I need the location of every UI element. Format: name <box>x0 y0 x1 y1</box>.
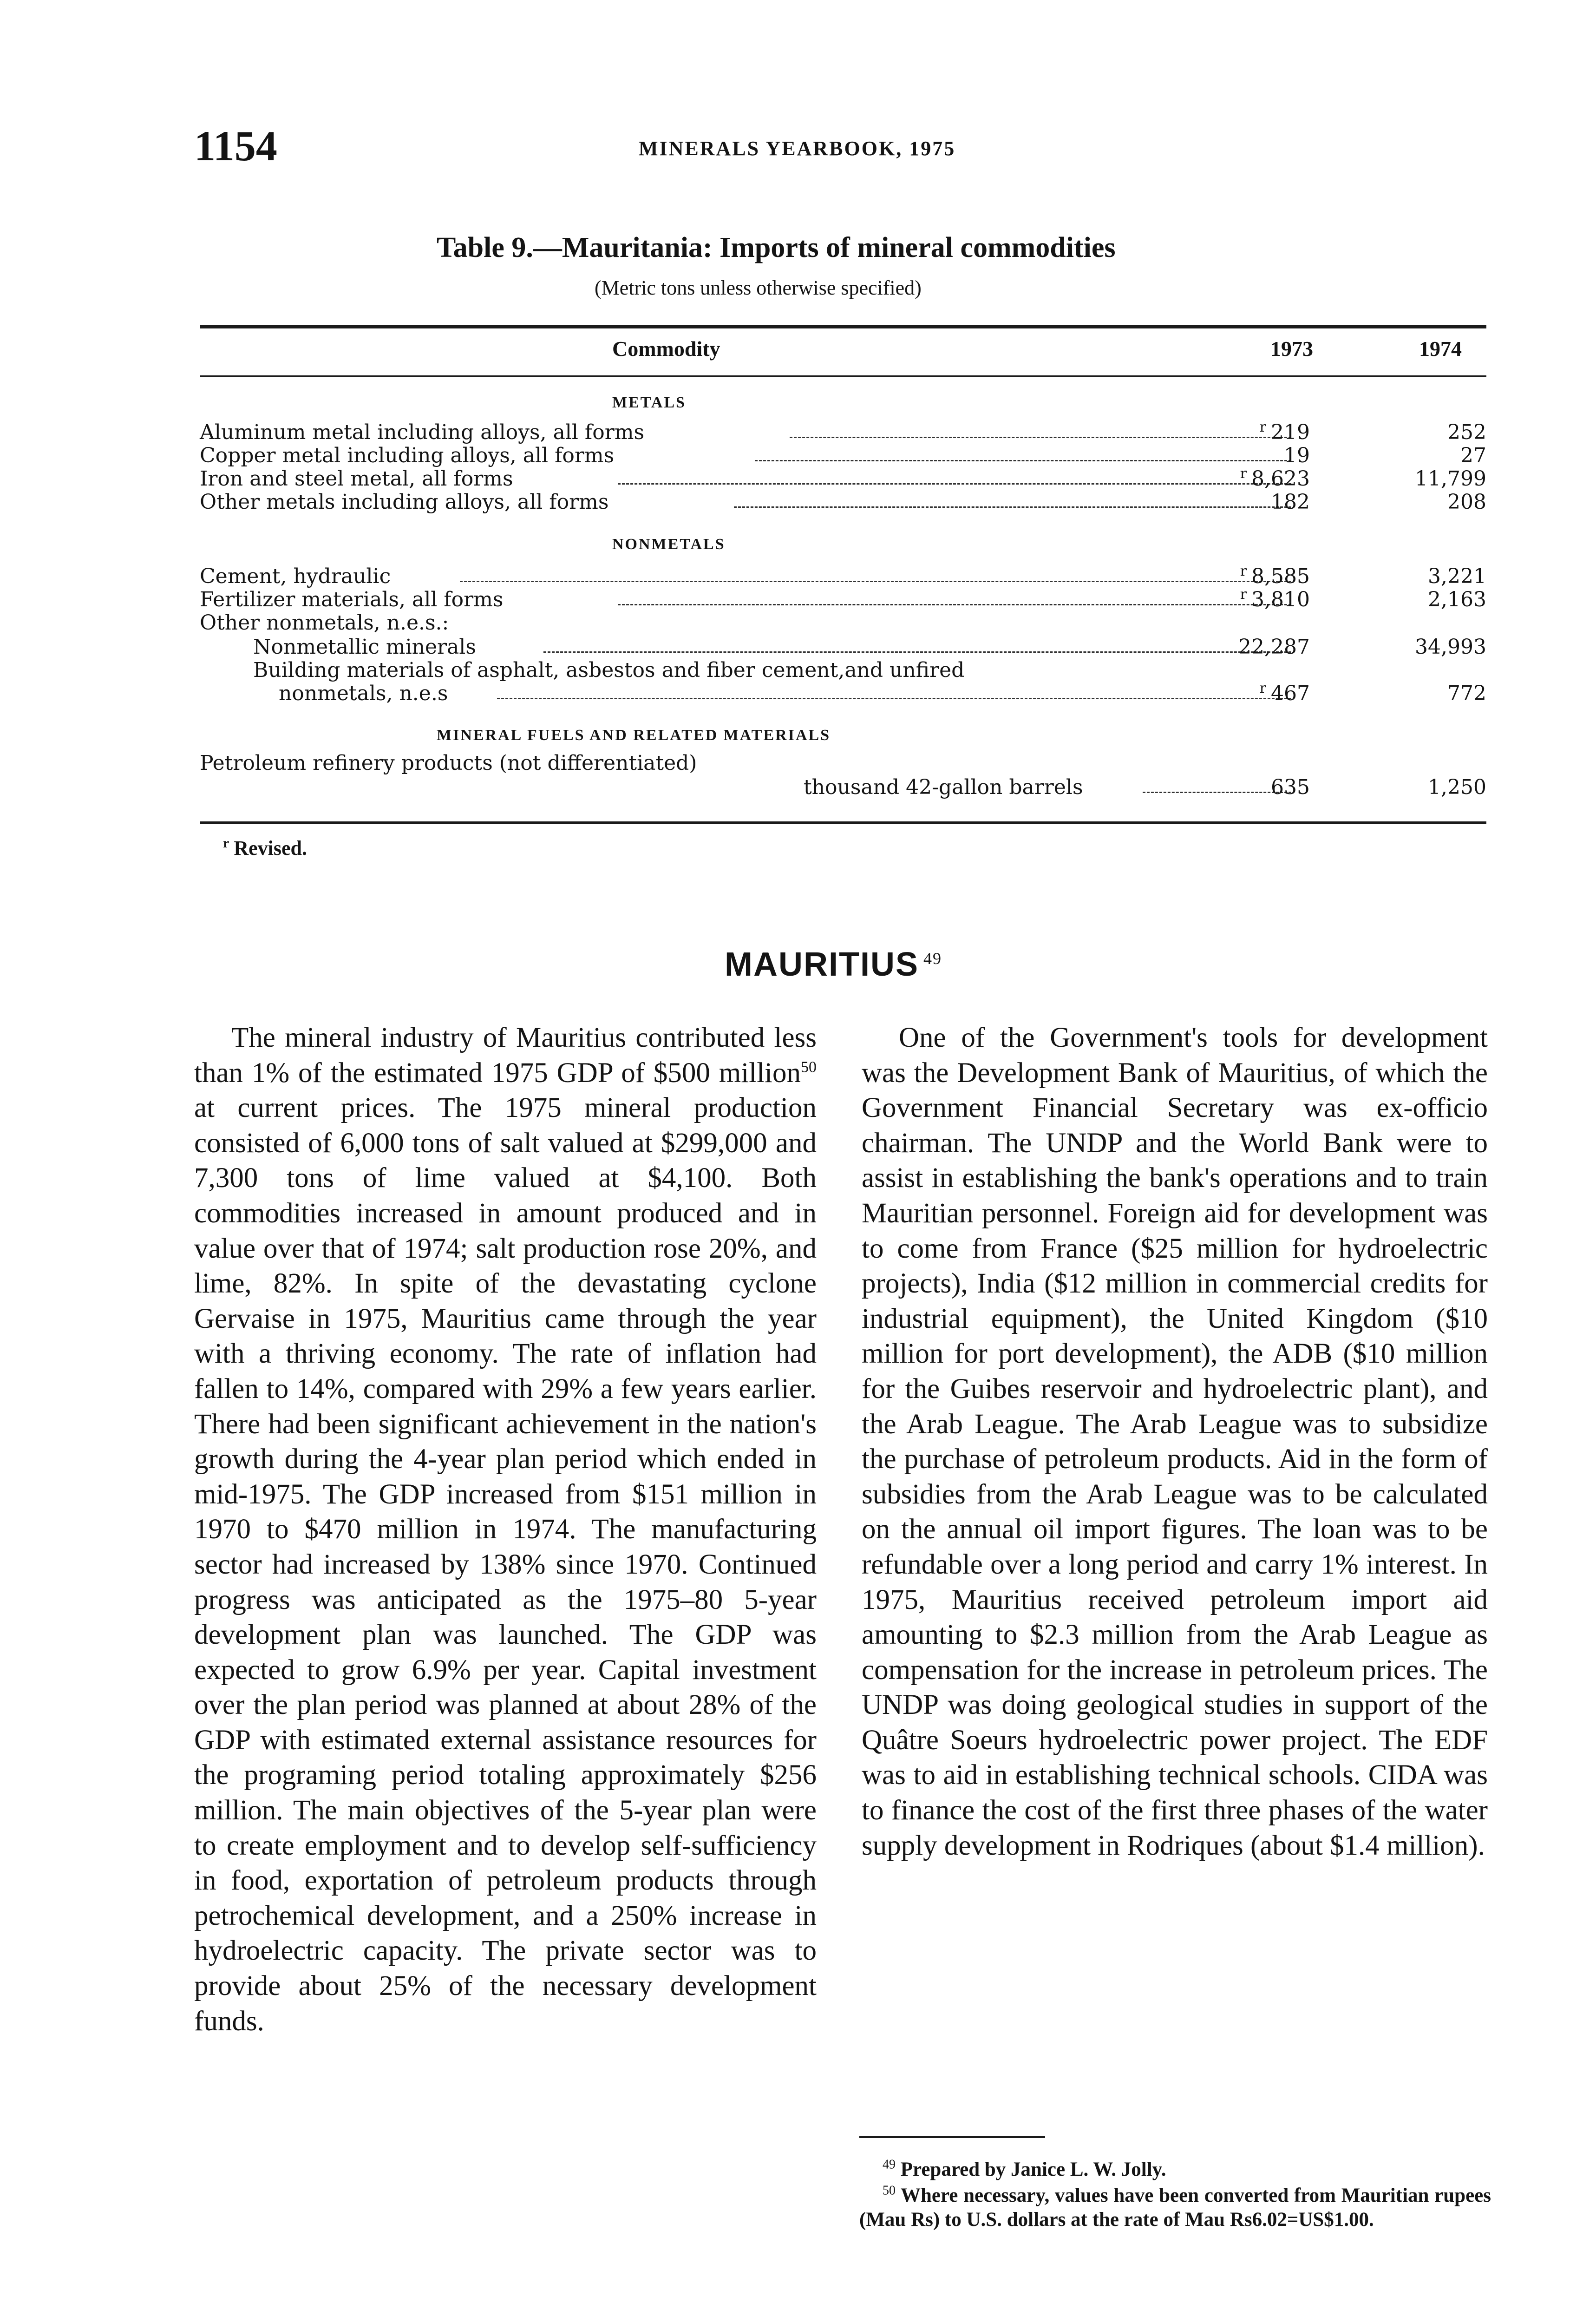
value-1974: 34,993 <box>1415 635 1486 659</box>
leader-dots <box>543 637 1291 653</box>
value-1974: 27 <box>1460 444 1486 467</box>
value-1973: 182 <box>1271 490 1310 514</box>
column-header-1973: 1973 <box>1270 337 1313 361</box>
running-head: MINERALS YEARBOOK, 1975 <box>639 137 956 160</box>
value-1974: 2,163 <box>1428 588 1486 611</box>
value-1974: 208 <box>1447 490 1486 514</box>
row-label: Building materials of asphalt, asbestos and fiber cement,and unfired <box>253 658 965 682</box>
leader-dots <box>497 683 1291 699</box>
leader-dots <box>755 445 1291 461</box>
footnote-49: $^{49}$ Prepared by Janice L. W. Jolly. <box>883 2157 1166 2180</box>
value-1973: 635 <box>1271 775 1310 799</box>
right-column-text: One of the Government's tools for development was the Development Bank of Mauritius, of which the Government Financial Secretary was ex-officio chairman. The UNDP and the World Bank were to assist in establishing the bank's operations and to train Mauritian personnel. Foreign aid for development was to come from France ($25 million for hydroelectric projects), India ($12 million in commercial credits for industrial equipment), the United Kingdom ($10 million for port development), the ADB ($10 million for the Guibes reservoir and hydroelectric plant), and the Arab League. The Arab League was to subsidize the purchase of petroleum products. Aid in the form of subsidies from the Arab League was to be calculated on the annual oil import figures. The loan was to be refundable over a long period and carry 1% interest. In 1975, Mauritius received petroleum import aid amounting to $2.3 million from the Arab League as compensation for the increase in petroleum prices. The UNDP was doing geological studies in support of the Quâtre Soeurs hydroelectric power project. The EDF was to aid in establishing technical schools. CIDA was to finance the cost of the first three phases of the water supply development in Rodriques (about $1.4 million). <box>862 1022 1488 1861</box>
value-1974: 772 <box>1447 682 1486 705</box>
left-column-text: The mineral industry of Mauritius contributed less than 1% of the estimated 1975 GDP of $500 million$^{50}$ at current prices. The 1975 mineral production consisted of 6,000 tons of salt valued at $299,000 and 7,300 tons of lime valued at $4,100. Both commodities increased in amount produced and in value over that of 1974; salt production rose 20%, and lime, 82%. In spite of the devastating cyclone Gervaise in 1975, Mauritius came through the year with a thriving economy. The rate of inflation had fallen to 14%, compared with 29% a few years earlier. There had been significant achievement in the nation's growth during the 4-year plan period which ended in mid-1975. The GDP increased from $151 million in 1970 to $470 million in 1974. The manufacturing sector had increased by 138% since 1970. Continued progress was anticipated as the 1975–80 5-year development plan was launched. The GDP was expected to grow 6.9% per year. Capital investment over the plan period was planned at about 28% of the GDP with estimated external assistance resources for the programing period totaling approximately $256 million. The main objectives of the 5-year plan were to create employment and to develop self-sufficiency in food, exportation of petroleum products through petrochemical development, and a 250% increase in hydroelectric capacity. The private sector was to provide about 25% of the necessary development funds. <box>194 1022 817 2037</box>
table-row <box>200 586 1486 611</box>
value-1974: 252 <box>1447 420 1486 444</box>
section-label-metals: METALS <box>612 394 687 411</box>
value-1973: 22,287 <box>1238 635 1310 659</box>
row-label: nonmetals, n.e.s <box>279 682 448 705</box>
value-1973: $^r$ 219 <box>1259 419 1310 444</box>
table-row <box>200 660 1486 681</box>
leader-dots <box>460 566 1291 582</box>
row-label: Iron and steel metal, all forms <box>200 467 513 491</box>
article-title: MAURITIUS $^{49}$ <box>725 946 942 983</box>
leader-dots <box>734 492 1291 508</box>
table-row <box>200 445 1486 466</box>
table-row <box>200 753 1486 774</box>
value-1974: 11,799 <box>1415 467 1486 491</box>
value-1973: 19 <box>1284 444 1310 467</box>
table-subtitle: (Metric tons unless otherwise specified) <box>595 276 922 299</box>
leader-dots <box>790 422 1291 438</box>
table-footnote: $^r$ Revised. <box>223 835 307 860</box>
value-1974: 3,221 <box>1428 564 1486 588</box>
row-label: Cement, hydraulic <box>200 564 391 588</box>
row-label: Copper metal including alloys, all forms <box>200 444 615 467</box>
column-header-1974: 1974 <box>1419 337 1462 361</box>
table-row <box>200 777 1486 798</box>
table-row <box>200 680 1486 705</box>
table-row <box>200 468 1486 490</box>
table-row <box>200 612 1486 634</box>
table-top-rule <box>200 325 1486 328</box>
leader-dots <box>618 589 1291 605</box>
footnote-rule <box>859 2136 1045 2138</box>
page-number: 1154 <box>194 122 277 170</box>
table-bottom-rule <box>200 821 1486 824</box>
row-label: thousand 42-gallon barrels <box>804 775 1083 799</box>
table-row <box>200 563 1486 588</box>
value-1973: $^r$ 8,585 <box>1240 563 1310 588</box>
table-row <box>200 419 1486 444</box>
table-header-rule <box>200 375 1486 377</box>
row-label: Other metals including alloys, all forms <box>200 490 609 514</box>
section-label-fuels: MINERAL FUELS AND RELATED MATERIALS <box>437 727 831 744</box>
row-label: Nonmetallic minerals <box>253 635 476 659</box>
value-1973: $^r$ 467 <box>1259 680 1310 705</box>
column-header-commodity: Commodity <box>612 337 720 361</box>
value-1974: 1,250 <box>1428 775 1486 799</box>
footnote-50: $^{50}$ Where necessary, values have been converted from Mauritian rupees (Mau Rs) to U.S. dollars at the rate of Mau Rs6.02=US$1.00. <box>859 2183 1491 2231</box>
row-label: Petroleum refinery products (not differentiated) <box>200 751 697 775</box>
table-title: Table 9.—Mauritania: Imports of mineral commodities <box>437 232 1116 263</box>
row-label: Aluminum metal including alloys, all forms <box>200 420 645 444</box>
value-1973: $^r$ 8,623 <box>1240 466 1310 491</box>
row-label: Other nonmetals, n.e.s.: <box>200 611 449 635</box>
leader-dots <box>618 468 1291 485</box>
row-label: Fertilizer materials, all forms <box>200 588 504 611</box>
section-label-nonmetals: NONMETALS <box>612 536 726 553</box>
table-row <box>200 492 1486 513</box>
value-1973: $^r$ 3,810 <box>1240 586 1310 611</box>
table-row <box>200 637 1486 658</box>
